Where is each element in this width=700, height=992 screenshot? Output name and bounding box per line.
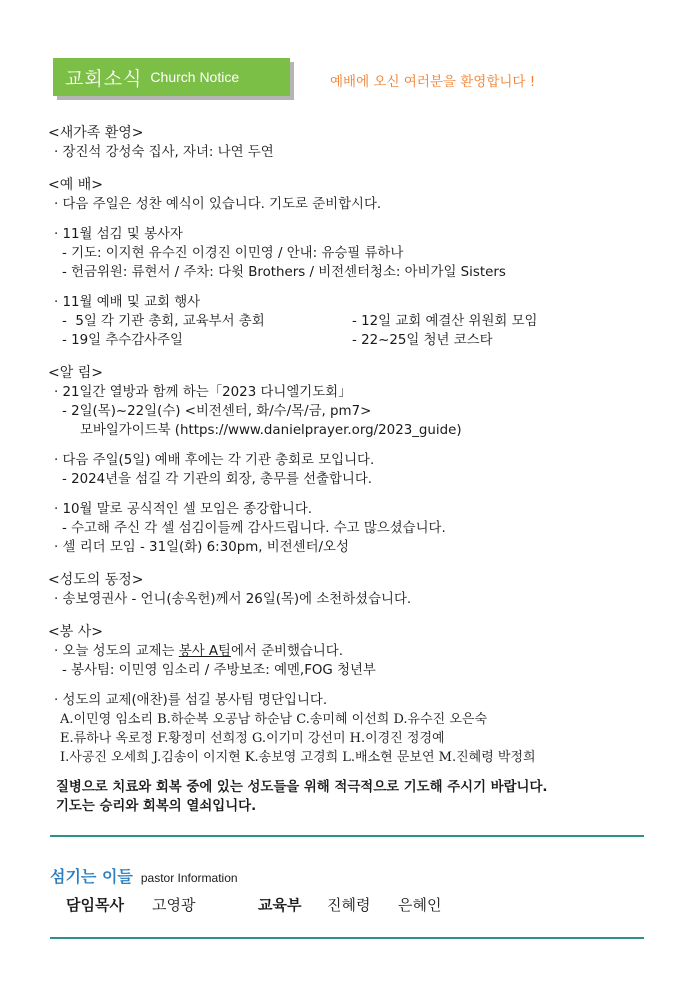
team-list-line: I.사공진 오세희 J.김송이 이지현 K.송보영 고경희 L.배소현 문보연 M.진혜령 박정희 — [60, 750, 536, 765]
events-row-2 — [48, 331, 668, 350]
members-heading: <성도의 동정> — [48, 572, 144, 588]
notice-item: · 21일간 열방과 함께 하는「2023 다니엘기도회」 — [54, 385, 352, 400]
banner-title-en: Church Notice — [150, 69, 240, 85]
notice-content — [48, 124, 668, 816]
welcome-message: 예배에 오신 여러분을 환영합니다 ! — [330, 74, 536, 90]
role-education: 교육부 — [258, 896, 302, 914]
service-heading: <봉 사> — [48, 624, 103, 640]
church-notice-banner — [53, 58, 290, 96]
newcomer-item: · 장진석 강성숙 집사, 자녀: 나연 두연 — [54, 145, 274, 160]
service-sub: - 봉사팀: 이민영 임소리 / 주방보조: 예멘,FOG 청년부 — [62, 663, 376, 678]
name-senior-pastor: 고영광 — [152, 896, 196, 914]
worship-heading: <예 배> — [48, 177, 103, 193]
notice-item: · 셀 리더 모임 - 31일(화) 6:30pm, 비전센터/오성 — [54, 540, 349, 555]
event-item: - 12일 교회 예결산 위원회 모임 — [352, 314, 538, 329]
newcomers-heading: <새가족 환영> — [48, 125, 144, 141]
pastor-title-en: pastor Information — [140, 871, 238, 885]
divider-bottom — [50, 937, 644, 939]
team-list-line: A.이민영 임소리 B.하순복 오공남 하순남 C.송미혜 이선희 D.유수진 오은숙 — [60, 712, 488, 727]
name-education-2: 은혜인 — [398, 896, 442, 914]
notice-guide-link: 모바일가이드북 (https://www.danielprayer.org/2023_guide) — [80, 423, 462, 438]
event-item: - 22~25일 청년 코스타 — [352, 333, 493, 348]
divider-top — [50, 835, 644, 837]
serve-title: · 11월 섬김 및 봉사자 — [54, 227, 183, 242]
notice-item: · 10월 말로 공식적인 셀 모임은 종강합니다. — [54, 502, 313, 517]
service-text: 에서 준비했습니다. — [231, 644, 343, 659]
service-text: · 오늘 성도의 교제는 — [54, 644, 179, 659]
notice-sub: - 2024년을 섬길 각 기관의 회장, 총무를 선출합니다. — [62, 472, 373, 487]
name-education-1: 진혜령 — [327, 896, 371, 914]
event-item: - 5일 각 기관 총회, 교육부서 총회 — [62, 314, 265, 329]
service-item: · 성도의 교제(애찬)를 섬길 봉사팀 명단입니다. — [54, 693, 328, 708]
service-item — [48, 642, 668, 661]
prayer-motto: 기도는 승리와 회복의 열쇠입니다. — [56, 799, 257, 814]
notice-item: · 다음 주일(5일) 예배 후에는 각 기관 총회로 모입니다. — [54, 453, 375, 468]
service-team-a: 봉사 A팀 — [178, 644, 231, 659]
notice-sub: - 수고해 주신 각 셀 섬김이들께 감사드립니다. 수고 많으셨습니다. — [62, 521, 446, 536]
events-row-1 — [48, 312, 668, 331]
team-list-line: E.류하나 옥로정 F.황정미 선희정 G.이기미 강선미 H.이경진 정경예 — [60, 731, 445, 746]
notice-sub: - 2일(목)~22일(수) <비전센터, 화/수/목/금, pm7> — [62, 404, 372, 419]
serve-line-1: - 기도: 이지현 유수진 이경진 이민영 / 안내: 유승필 류하나 — [62, 246, 404, 261]
events-title: · 11월 예배 및 교회 행사 — [54, 295, 201, 310]
pastor-section-title — [50, 864, 238, 887]
worship-line: · 다음 주일은 성찬 예식이 있습니다. 기도로 준비합시다. — [54, 197, 382, 212]
prayer-request: 질병으로 치료와 회복 중에 있는 성도들을 위해 적극적으로 기도해 주시기 바랍니다. — [56, 780, 548, 795]
notice-heading: <알 림> — [48, 365, 103, 381]
banner-title-kr: 교회소식 — [65, 67, 143, 90]
members-item: · 송보영권사 - 언니(송옥헌)께서 26일(목)에 소천하셨습니다. — [54, 592, 412, 607]
event-item: - 19일 추수감사주일 — [62, 333, 183, 348]
pastor-title-kr: 섬기는 이들 — [50, 867, 133, 886]
serve-line-2: - 헌금위원: 류현서 / 주차: 다윗 Brothers / 비전센터청소: 아비가일 Sisters — [62, 265, 506, 280]
role-senior-pastor: 담임목사 — [66, 896, 124, 914]
